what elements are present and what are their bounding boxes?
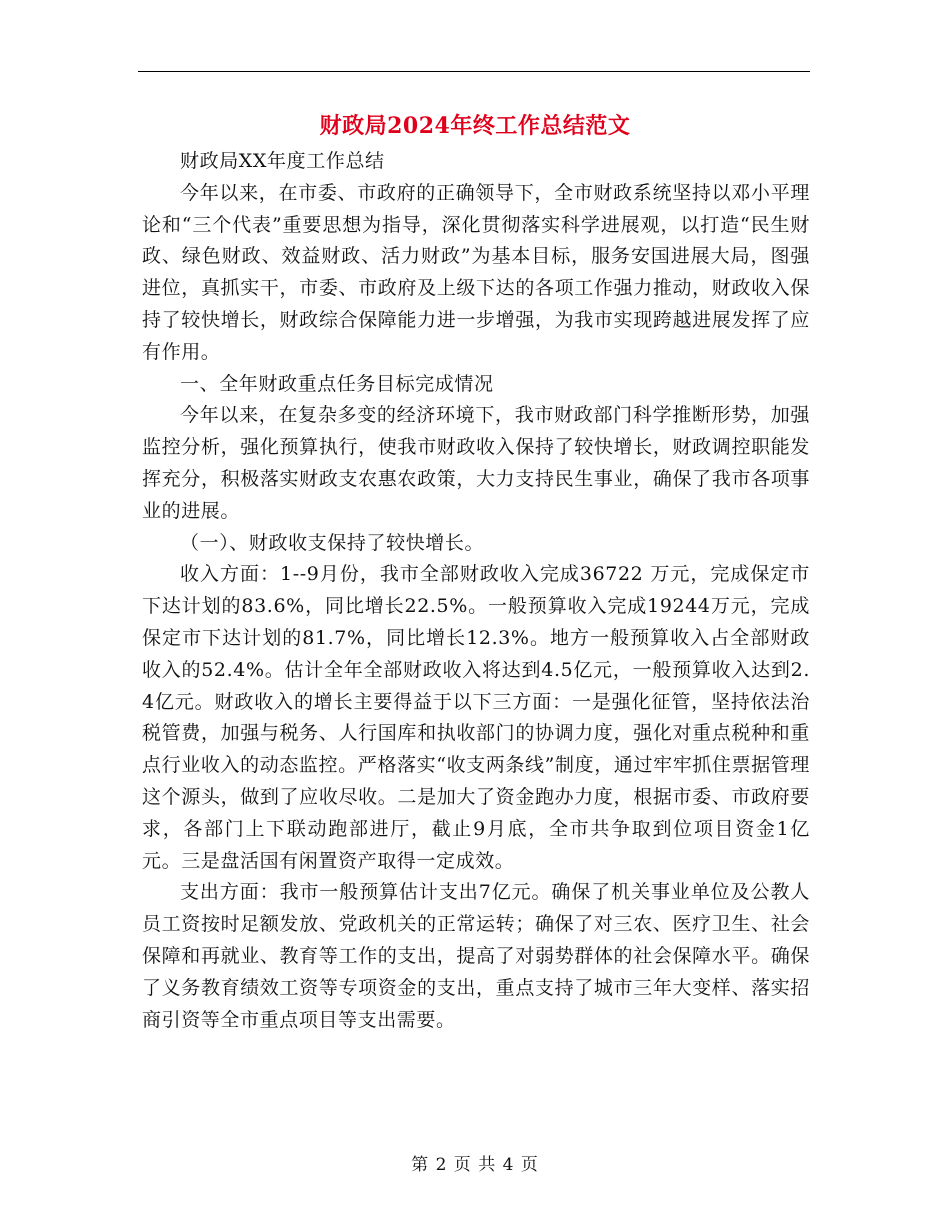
subsection-heading: （一）、财政收支保持了较快增长。	[180, 531, 485, 554]
document-body	[142, 146, 810, 1036]
document-title: 财政局2024年终工作总结范文	[319, 113, 631, 139]
page-number: 第 2 页 共 4 页	[411, 1155, 539, 1175]
paragraph-expenditure: 支出方面：我市一般预算估计支出7亿元。确保了机关事业单位及公教人员工资按时足额发放、党政机关的正常运转；确保了对三农、医疗卫生、社会保障和再就业、教育等工作的支出，提高了对弱势群体的社会保障水平。确保了义务教育绩效工资等专项资金的支出，重点支持了城市三年大变样、落实招商引资等全市重点项目等支出需要。	[142, 881, 810, 1031]
header-rule	[138, 71, 810, 72]
paragraph-intro: 今年以来，在市委、市政府的正确领导下，全市财政系统坚持以邓小平理论和“三个代表”重要思想为指导，深化贯彻落实科学进展观，以打造“民生财政、绿色财政、效益财政、活力财政”为基本目标，服务安国进展大局，图强进位，真抓实干，市委、市政府及上级下达的各项工作强力推动，财政收入保持了较快增长，财政综合保障能力进一步增强，为我市实现跨越进展发挥了应有作用。	[142, 181, 810, 363]
paragraph-subtitle: 财政局XX年度工作总结	[180, 150, 385, 172]
paragraph-income: 收入方面：1--9月份，我市全部财政收入完成36722 万元，完成保定市下达计划的83.6%，同比增长22.5%。一般预算收入完成19244万元，完成保定市下达计划的81.7%，同比增长12.3%。地方一般预算收入占全部财政收入的52.4%。估计全年全部财政收入将达到4.5亿元，一般预算收入达到2.4亿元。财政收入的增长主要得益于以下三方面：一是强化征管，坚持依法治税管费，加强与税务、人行国库和执收部门的协调力度，强化对重点税种和重点行业收入的动态监控。严格落实“收支两条线”制度，通过牢牢抓住票据管理这个源头，做到了应收尽收。二是加大了资金跑办力度，根据市委、市政府要求，各部门上下联动跑部进厅，截止9月底，全市共争取到位项目资金1亿元。三是盘活国有闲置资产取得一定成效。	[142, 563, 810, 872]
section-heading: 一、全年财政重点任务目标完成情况	[180, 372, 494, 395]
paragraph-overview: 今年以来，在复杂多变的经济环境下，我市财政部门科学推断形势，加强监控分析，强化预算执行，使我市财政收入保持了较快增长，财政调控职能发挥充分，积极落实财政支农惠农政策，大力支持民生事业，确保了我市各项事业的进展。	[142, 404, 810, 522]
